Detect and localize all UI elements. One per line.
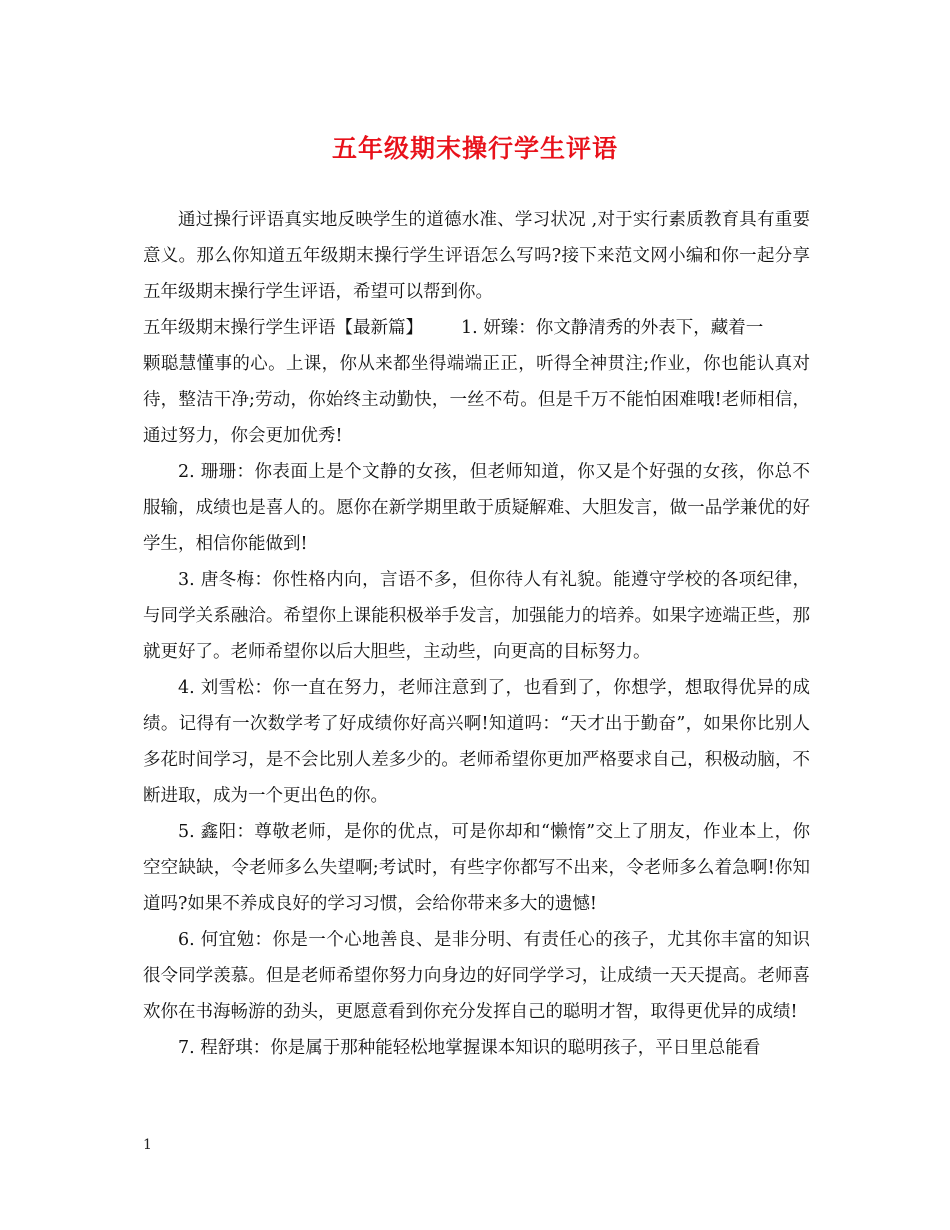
- comment-4: 4. 刘雪松：你一直在努力，老师注意到了，也看到了，你想学，想取得优异的成绩。记得有一次数学考了好成绩你好高兴啊!知道吗：“天才出于勤奋”，如果你比别人多花时间学习，是不会比别人差多少的。老师希望你更加严格要求自己，积极动脑，不断进取，成为一个更出色的你。: [143, 678, 810, 806]
- comment-6: 6. 何宜勉：你是一个心地善良、是非分明、有责任心的孩子，尤其你丰富的知识很令同学羡慕。但是老师希望你努力向身边的好同学学习，让成绩一天天提高。老师喜欢你在书海畅游的劲头，更愿意看到你充分发挥自己的聪明才智，取得更优异的成绩!: [143, 930, 810, 1022]
- section-heading-line: [143, 310, 810, 346]
- comment-5: 5. 鑫阳：尊敬老师，是你的优点，可是你却和“懒惰”交上了朋友，作业本上，你空空缺缺，令老师多么失望啊;考试时，有些字你都写不出来，令老师多么着急啊!你知道吗?如果不养成良好的学习习惯，会给你带来多大的遗憾!: [143, 822, 810, 914]
- intro-paragraph: 通过操行评语真实地反映学生的道德水准、学习状况 ,对于实行素质教育具有重要意义。那么你知道五年级期末操行学生评语怎么写吗?接下来范文网小编和你一起分享五年级期末操行学生评语，希望可以帮到你。: [143, 210, 810, 302]
- comment-3: 3. 唐冬梅：你性格内向，言语不多，但你待人有礼貌。能遵守学校的各项纪律，与同学关系融洽。希望你上课能积极举手发言，加强能力的培养。如果字迹端正些，那就更好了。老师希望你以后大胆些，主动些，向更高的目标努力。: [143, 570, 810, 662]
- comment-1-continued: 颗聪慧懂事的心。上课，你从来都坐得端端正正，听得全神贯注;作业，你也能认真对待，整洁干净;劳动，你始终主动勤快，一丝不苟。但是千万不能怕困难哦!老师相信，通过努力，你会更加优秀!: [143, 354, 810, 446]
- document-title: 五年级期末操行学生评语: [331, 134, 618, 163]
- comment-2: 2. 珊珊：你表面上是个文静的女孩，但老师知道，你又是个好强的女孩，你总不服输，成绩也是喜人的。愿你在新学期里敢于质疑解难、大胆发言，做一品学兼优的好学生，相信你能做到!: [143, 462, 810, 554]
- comment-7: 7. 程舒琪：你是属于那种能轻松地掌握课本知识的聪明孩子，平日里总能看: [178, 1038, 761, 1058]
- comment-1-start: 1. 妍臻：你文静清秀的外表下，藏着一: [461, 318, 764, 338]
- page-number: 1: [143, 1137, 152, 1153]
- section-heading: 五年级期末操行学生评语【最新篇】: [143, 318, 423, 338]
- document-body: [143, 202, 810, 1066]
